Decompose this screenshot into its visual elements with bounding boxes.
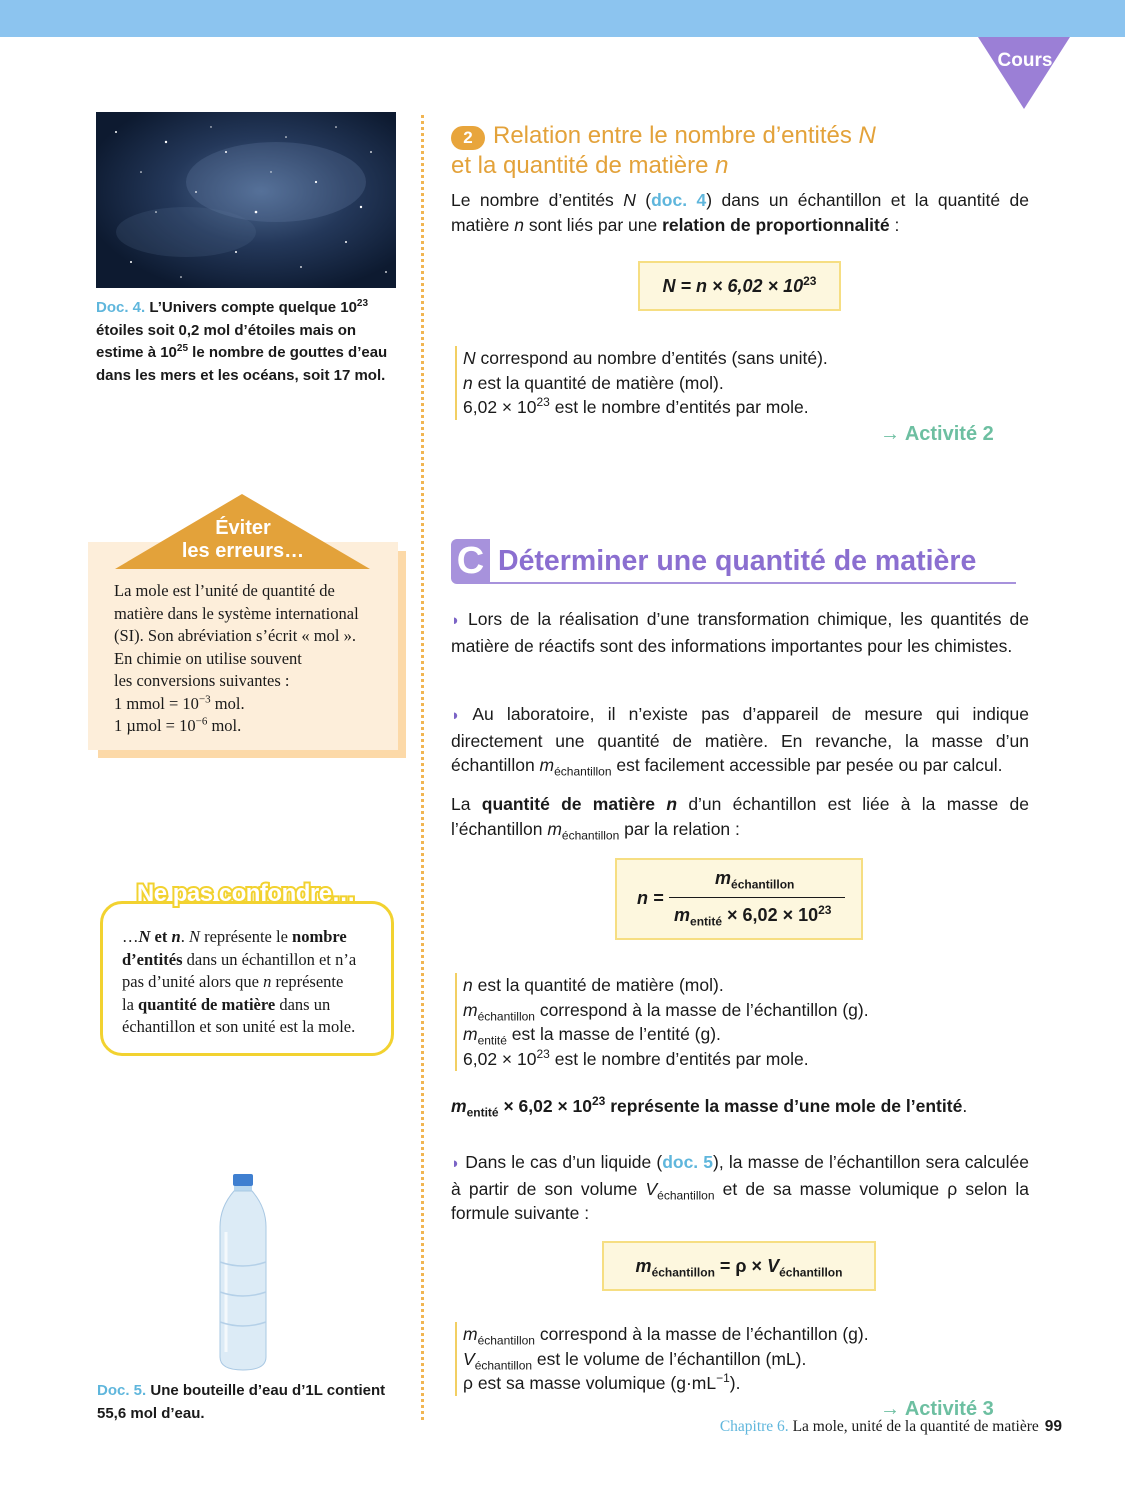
page-number: 99 [1044, 1418, 1062, 1435]
sectionC-definitions-1: n est la quantité de matière (mol). $m_{échantillon}$ correspond à la masse de l’échantillon (g). $m_{entité}$ est la masse de l’entité (g). $6,02 \times 10^{23}$ est le nombre d’entités par mole. [455, 973, 1025, 1071]
confondre-text: …N et n. N représente le nombre d’entités dans un échantillon et n’a pas d’unité alors que n représente la quantité de matière dans un échantillon et son unité est la mole. [122, 927, 357, 1036]
universe-image [96, 112, 396, 288]
water-bottle-image [212, 1172, 274, 1372]
doc4-caption: Doc. 4. L’Univers compte quelque $10^{23}$ étoiles soit 0,2 mol d’étoiles mais on estime à $10^{25}$ le nombre de gouttes d’eau dans les mers et les océans, soit 17 mol. [96, 298, 388, 384]
bullet-icon: ◗ [451, 612, 461, 629]
bullet-icon: ◗ [451, 1155, 461, 1172]
confondre-title: Ne pas confondre… [136, 880, 356, 907]
sectionC-letter-badge: C [451, 539, 490, 584]
activite-3-link[interactable]: → Activité 3 [880, 1398, 994, 1420]
cours-label[interactable]: Cours [997, 50, 1053, 71]
doc4-link[interactable]: doc. 4 [651, 190, 707, 210]
sectionC-paragraph-5: ◗ Dans le cas d’un liquide (doc. 5), la masse de l’échantillon sera calculée à partir de son volume $V_{échantillon}$ et de sa masse volumique ρ selon la formule suivante : [451, 1152, 1029, 1223]
page-footer: Chapitre 6. La mole, unité de la quantité de matière 99 [719, 1418, 1062, 1435]
sectionC-paragraph-1: ◗ Lors de la réalisation d’une transformation chimique, les quantités de matière de réactifs sont des informations importantes pour les chimistes. [451, 609, 1029, 656]
bullet-icon: ◗ [451, 707, 461, 724]
section2-paragraph: Le nombre d’entités N (doc. 4) dans un échantillon et la quantité de matière n sont liés par une relation de proportionnalité : [451, 190, 1029, 235]
formula-m-rho-V: $m_{échantillon} = \rho \times V_{échantillon}$ [602, 1241, 876, 1291]
sectionC-underline [490, 582, 1016, 584]
eviter-title: Éviter les erreurs… [181, 517, 305, 562]
formula-N-n: $N = n \times 6,02 \times 10^{23}$ [638, 261, 841, 311]
doc4-label: Doc. 4. [96, 299, 146, 316]
sectionC-paragraph-2: ◗ Au laboratoire, il n’existe pas d’appareil de mesure qui indique directement une quantité de matière. En revanche, la masse d’un échantillon $m_{échantillon}$ est facilement accessible par pesée ou par calcul. [451, 704, 1029, 779]
top-band [0, 0, 1125, 37]
activite-2-link[interactable]: → Activité 2 [880, 423, 994, 445]
section2-number-badge: 2 [451, 126, 485, 150]
formula-n-fraction: n = $m_{échantillon}$ $m_{entité} \times 6,02 \times 10^{23}$ [615, 858, 863, 940]
eviter-text: La mole est l’unité de quantité de matière dans le système international (SI). Son abréviation s’écrit « mol ». En chimie on utilise souvent les conversions suivantes : 1 mmol = $10^{-3}$ mol. 1 $\mu mol = 10^{-6}$ mol. [114, 581, 359, 735]
section2-definitions: N correspond au nombre d’entités (sans unité). n est la quantité de matière (mol). $6,02 \times 10^{23}$ est le nombre d’entités par mole. [455, 346, 1025, 420]
column-divider [421, 115, 424, 1420]
doc5-caption: Doc. 5. Une bouteille d’eau d’1L contient 55,6 mol d’eau. [97, 1382, 386, 1422]
doc5-link[interactable]: doc. 5 [662, 1152, 714, 1172]
cours-tab-triangle [978, 37, 1070, 109]
sectionC-title: Déterminer une quantité de matière [498, 545, 977, 577]
sectionC-definitions-2: $m_{échantillon}$ correspond à la masse de l’échantillon (g). $V_{échantillon}$ est le volume de l’échantillon (mL). ρ est sa masse volumique $(g\cdot mL^{-1})$. [455, 1322, 1025, 1396]
sectionC-paragraph-4: $m_{entité} \times 6,02 \times 10^{23}$ représente la masse d’une mole de l’entité. [451, 1094, 968, 1120]
sectionC-paragraph-3: La quantité de matière n d’un échantillon est liée à la masse de l’échantillon $m_{échantillon}$ par la relation : [451, 794, 1029, 842]
section2-title: Relation entre le nombre d’entités N et la quantité de matière n [451, 122, 876, 179]
